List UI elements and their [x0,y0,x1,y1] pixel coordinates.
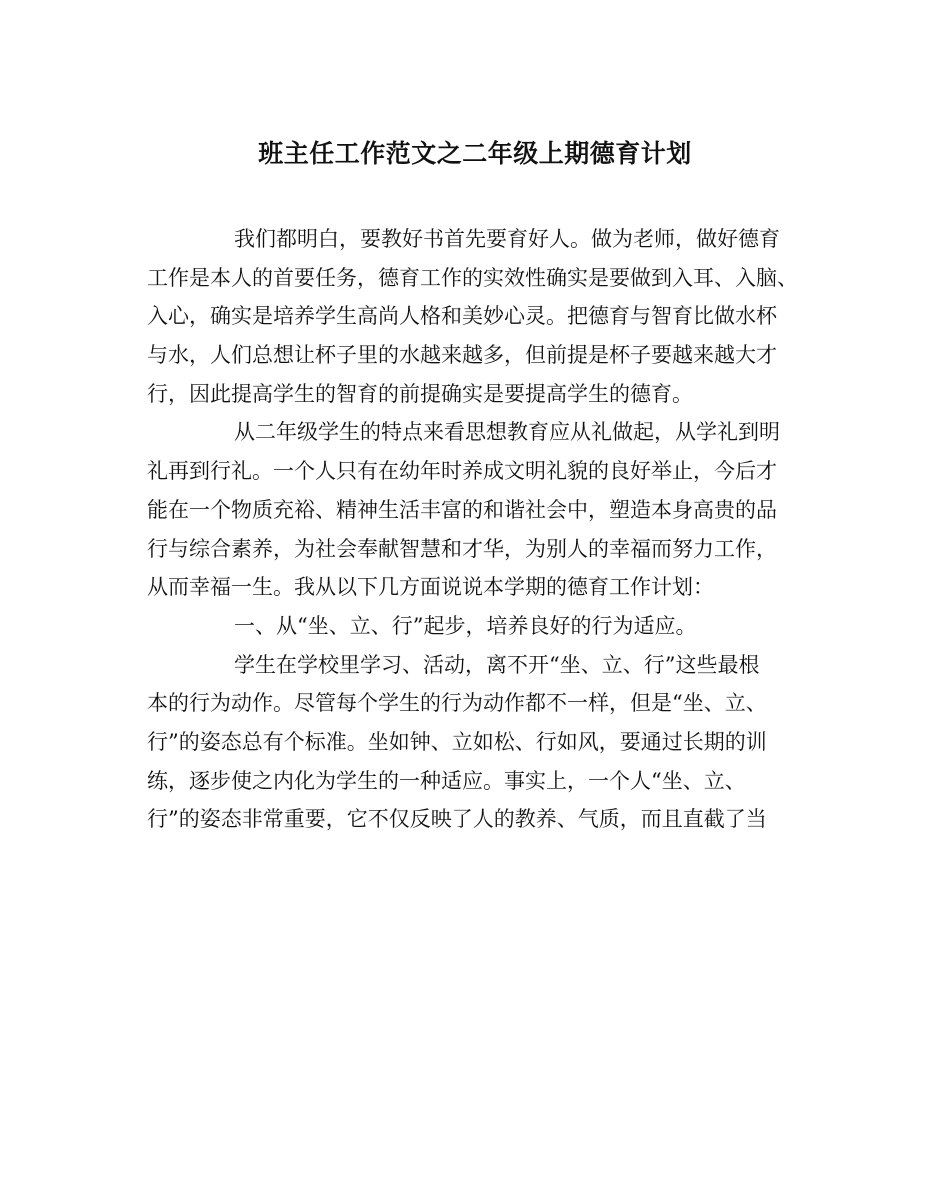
paragraph-2-line-2: 礼再到行礼。一个人只有在幼年时养成文明礼貌的良好举止，今后才 [147,459,777,484]
paragraph-3-line-2: 本的行为动作。尽管每个学生的行为动作都不一样，但是“坐、立、 [147,691,767,716]
paragraph-2-line-5: 从而幸福一生。我从以下几方面说说本学期的德育工作计划： [147,575,714,600]
paragraph-2-line-4: 行与综合素养，为社会奉献智慧和才华，为别人的幸福而努力工作， [147,536,777,561]
document-body [147,220,812,839]
paragraph-1-line-4: 与水，人们总想让杯子里的水越来越多，但前提是杯子要越来越大才 [147,343,777,368]
paragraph-2-line-3: 能在一个物质充裕、精神生活丰富的和谐社会中，塑造本身高贵的品 [147,497,777,522]
paragraph-3-line-4: 练，逐步使之内化为学生的一种适应。事实上，一个人“坐、立、 [147,768,746,793]
paragraph-3-line-1: 学生在学校里学习、活动，离不开“坐、立、行”这些最根 [234,652,760,677]
paragraph-1-line-2: 工作是本人的首要任务，德育工作的实效性确实是要做到入耳、入脑、 [147,265,798,290]
paragraph-1-line-3: 入心，确实是培养学生高尚人格和美妙心灵。把德育与智育比做水杯 [147,304,777,329]
paragraph-1-line-1: 我们都明白，要教好书首先要育好人。做为老师，做好德育 [234,227,780,251]
paragraph-3-line-3: 行”的姿态总有个标准。坐如钟、立如松、行如风，要通过长期的训 [147,729,767,754]
paragraph-3-line-5: 行”的姿态非常重要，它不仅反映了人的教养、气质，而且直截了当 [147,807,767,832]
document-title: 班主任工作范文之二年级上期德育计划 [258,139,692,168]
paragraph-1-line-5: 行，因此提高学生的智育的前提确实是要提高学生的德育。 [147,381,693,406]
paragraph-2-line-1: 从二年级学生的特点来看思想教育应从礼做起，从学礼到明 [234,420,780,445]
section-heading-1: 一、从“坐、立、行”起步，培养良好的行为适应。 [234,613,697,638]
